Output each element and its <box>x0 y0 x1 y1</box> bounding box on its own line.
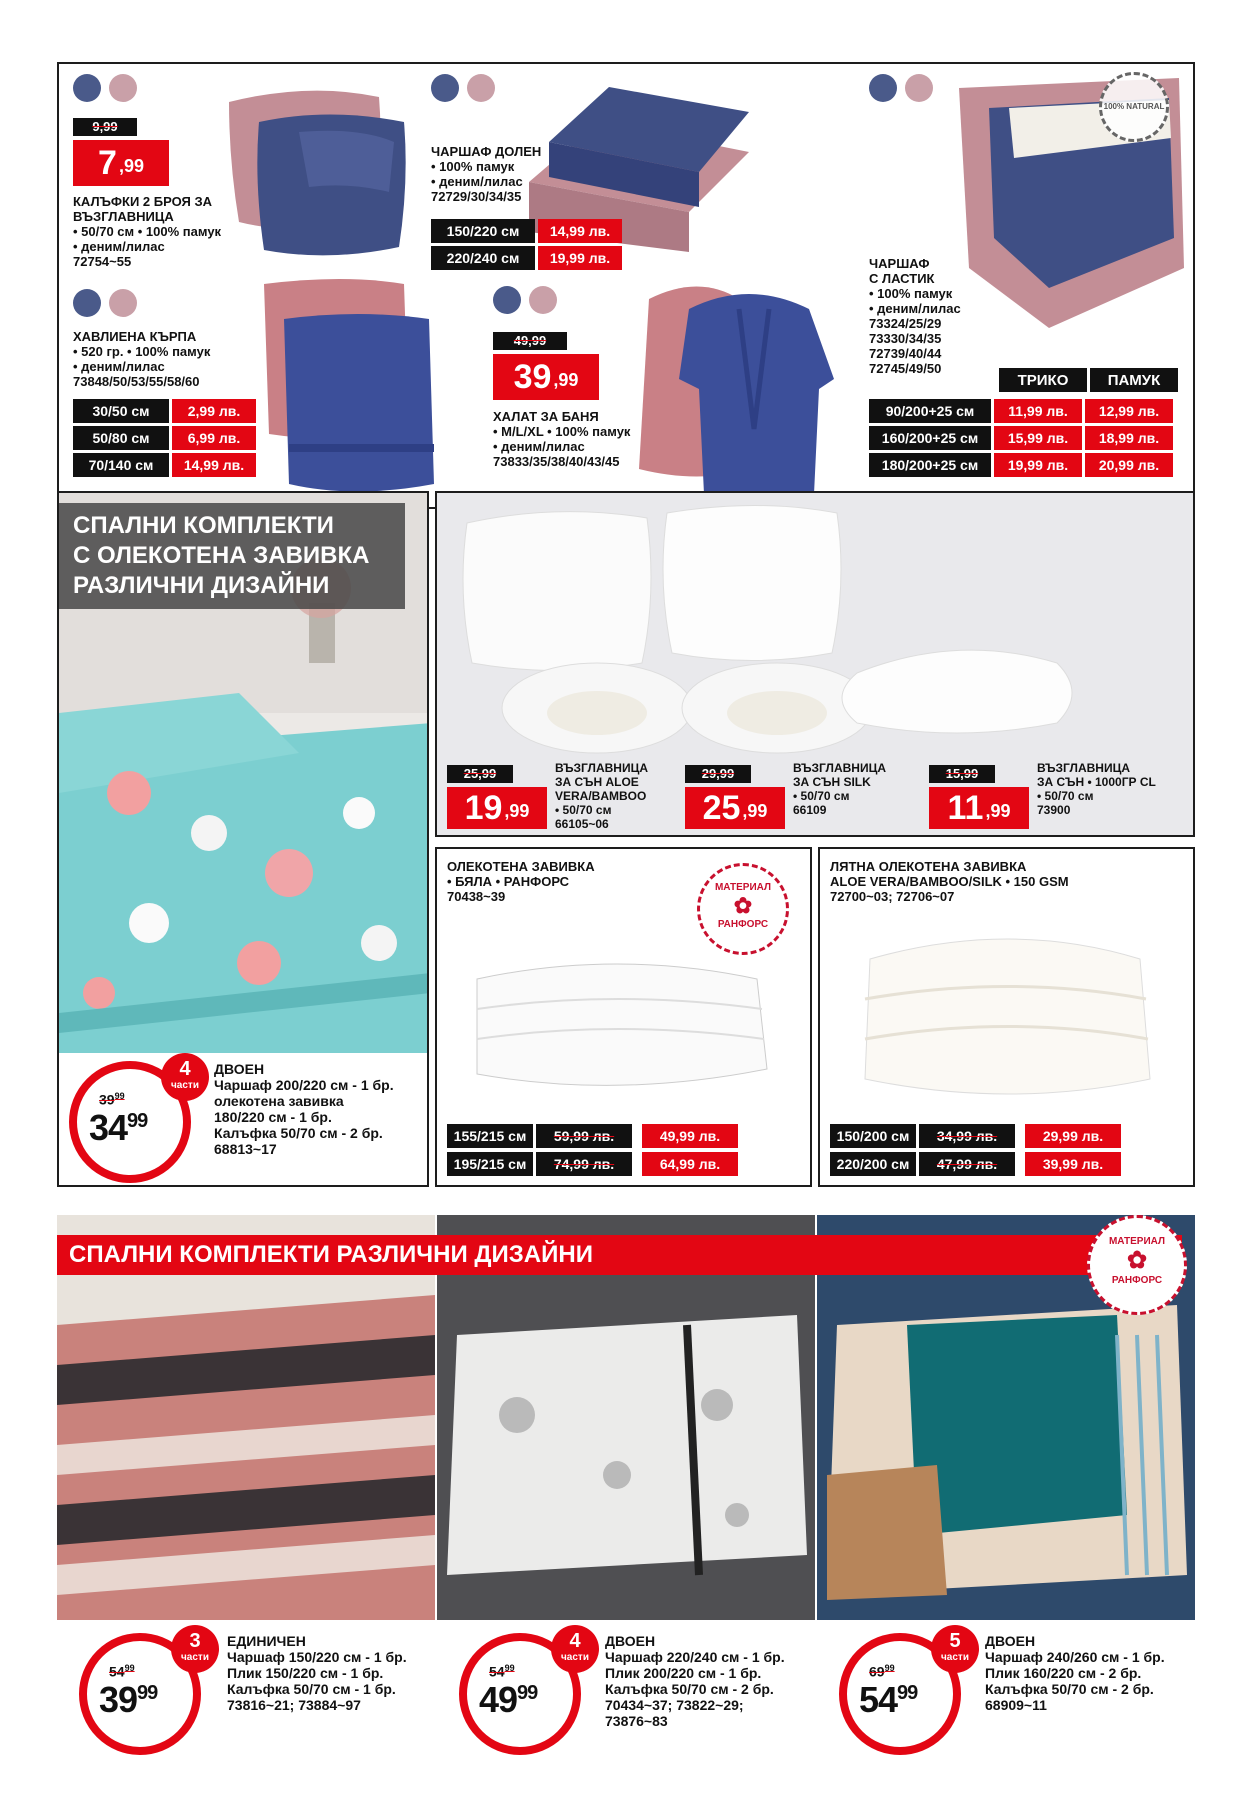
price-label: 6,99 лв. <box>172 426 256 450</box>
towel-price-row <box>73 426 256 450</box>
color-swatch-lilac[interactable] <box>109 74 137 102</box>
bedding-stripes-pink-image <box>57 1215 435 1620</box>
fitted-price-row <box>869 426 1173 450</box>
old-price: $54^{99}$ <box>109 1663 135 1680</box>
pillow-price <box>447 787 547 829</box>
price-cents: ,99 <box>985 801 1011 821</box>
pillow-description: ВЪЗГЛАВНИЦА ЗА СЪН ALOE VERA/BAMBOO • 50/70 см 66105~06 <box>555 761 648 831</box>
price-triko: 11,99 лв. <box>994 399 1082 423</box>
pillow-old-price: 25,99 <box>447 765 513 783</box>
price-pamuk: 18,99 лв. <box>1085 426 1173 450</box>
parts-badge <box>171 1625 219 1673</box>
sets-banner <box>57 1235 1182 1275</box>
old-price-label: 59,99 лв. <box>536 1124 632 1148</box>
light-sets-panel <box>57 491 429 1187</box>
new-price: $34^{99}$ <box>89 1107 148 1148</box>
pillow-old-price: 29,99 <box>685 765 751 783</box>
price-pamuk: 12,99 лв. <box>1085 399 1173 423</box>
ranfors-stamp <box>1087 1215 1187 1315</box>
title-line: РАЗЛИЧНИ ДИЗАЙНИ <box>73 572 330 599</box>
pillowcases-description: КАЛЪФКИ 2 БРОЯ ЗА ВЪЗГЛАВНИЦА • 50/70 см • 100% памук • деним/лилас 72754~55 <box>73 194 222 269</box>
price-cents: ,99 <box>118 156 144 176</box>
price-cents: ,99 <box>742 801 768 821</box>
quilt-price-row <box>830 1152 1121 1176</box>
quilt-ranfors-description: ОЛЕКОТЕНА ЗАВИВКА • БЯЛА • РАНФОРС 70438~39 <box>447 859 595 904</box>
towel-price-row <box>73 453 256 477</box>
price-main: 19 <box>464 789 503 827</box>
bedding-grey-floral-image <box>437 1215 815 1620</box>
quilt-summer-panel <box>818 847 1195 1187</box>
color-swatch-denim[interactable] <box>73 289 101 317</box>
quilt-ranfors-image <box>457 949 777 1099</box>
pillow-description: ВЪЗГЛАВНИЦА ЗА СЪН • 1000ГР CL • 50/70 см 73900 <box>1037 761 1156 817</box>
pillows-panel <box>435 491 1195 837</box>
color-swatch-denim[interactable] <box>869 74 897 102</box>
pillows-image <box>437 493 1195 763</box>
fitted-price-row <box>869 453 1173 477</box>
size-label: 70/140 см <box>73 453 169 477</box>
old-price-label: 34,99 лв. <box>919 1124 1015 1148</box>
size-label: 180/200+25 см <box>869 453 991 477</box>
stamp-top-text: МАТЕРИАЛ <box>1108 1236 1166 1247</box>
price-label: 49,99 лв. <box>642 1124 738 1148</box>
size-label: 160/200+25 см <box>869 426 991 450</box>
size-label: 30/50 см <box>73 399 169 423</box>
price-cents: ,99 <box>504 801 530 821</box>
title-line: С ОЛЕКОТЕНА ЗАВИВКА <box>73 542 370 569</box>
size-label: 195/215 см <box>447 1152 533 1176</box>
sets-banner-text: СПАЛНИ КОМПЛЕКТИ РАЗЛИЧНИ ДИЗАЙНИ <box>69 1241 593 1268</box>
parts-count: 4 <box>179 1058 191 1080</box>
set-description: ДВОЕН Чаршаф 220/240 см - 1 бр. Плик 200/220 см - 1 бр. Калъфка 50/70 см - 2 бр. 70434~37; 73822~29; 73876~83 <box>605 1633 785 1729</box>
stamp-bottom-text: РАНФОРС <box>717 919 769 930</box>
old-price: $69^{99}$ <box>869 1663 895 1680</box>
price-main: 39 <box>513 358 552 396</box>
pillow-price <box>929 787 1029 829</box>
pillow-description: ВЪЗГЛАВНИЦА ЗА СЪН SILK • 50/70 см 66109 <box>793 761 886 817</box>
price-label: 14,99 лв. <box>538 219 622 243</box>
old-price-label: 47,99 лв. <box>919 1152 1015 1176</box>
pillow-price <box>685 787 785 829</box>
new-price: $54^{99}$ <box>859 1679 918 1720</box>
parts-badge <box>161 1053 209 1101</box>
pillow-old-price: 15,99 <box>929 765 995 783</box>
robe-old-price: 49,99 <box>493 332 567 350</box>
price-main: 7 <box>98 144 117 182</box>
price-label: 64,99 лв. <box>642 1152 738 1176</box>
price-label: 29,99 лв. <box>1025 1124 1121 1148</box>
pillowcases-image <box>209 72 419 272</box>
pillowcases-old-price: 9,99 <box>73 118 137 136</box>
price-label: 19,99 лв. <box>538 246 622 270</box>
parts-count: 5 <box>949 1630 961 1652</box>
price-main: 25 <box>702 789 741 827</box>
size-label: 150/220 см <box>431 219 535 243</box>
color-swatch-denim[interactable] <box>493 286 521 314</box>
parts-label: части <box>941 1652 969 1663</box>
fitted-header-row <box>999 368 1178 392</box>
color-swatch-lilac[interactable] <box>109 289 137 317</box>
set-description: ЕДИНИЧЕН Чаршаф 150/220 см - 1 бр. Плик 150/220 см - 1 бр. Калъфка 50/70 см - 1 бр. 73816~21; 73884~97 <box>227 1633 407 1713</box>
towel-price-row <box>73 399 256 423</box>
ranfors-stamp <box>697 863 789 955</box>
price-triko: 19,99 лв. <box>994 453 1082 477</box>
quilt-price-row <box>830 1124 1121 1148</box>
set-description: ДВОЕН Чаршаф 240/260 см - 1 бр. Плик 160/220 см - 2 бр. Калъфка 50/70 см - 2 бр. 68909~11 <box>985 1633 1165 1713</box>
size-label: 90/200+25 см <box>869 399 991 423</box>
sheet-description: ЧАРШАФ ДОЛЕН • 100% памук • деним/лилас 72729/30/34/35 <box>431 144 542 204</box>
color-swatch-lilac[interactable] <box>467 74 495 102</box>
robe-price <box>493 354 599 400</box>
price-triko: 15,99 лв. <box>994 426 1082 450</box>
quilt-summer-description: ЛЯТНА ОЛЕКОТЕНА ЗАВИВКА ALOE VERA/BAMBOO/SILK • 150 GSM 72700~03; 72706~07 <box>830 859 1069 904</box>
color-swatch-lilac[interactable] <box>905 74 933 102</box>
sheet-price-row <box>431 219 622 243</box>
price-label: 14,99 лв. <box>172 453 256 477</box>
light-sets-description: ДВОЕН Чаршаф 200/220 см - 1 бр. олекотена завивка 180/220 см - 1 бр. Калъфка 50/70 см - 2 бр. 68813~17 <box>214 1061 394 1157</box>
col-header-triko: ТРИКО <box>999 368 1087 392</box>
size-label: 150/200 см <box>830 1124 916 1148</box>
price-main: 11 <box>947 789 984 827</box>
parts-count: 3 <box>189 1630 201 1652</box>
robe-description: ХАЛАТ ЗА БАНЯ • M/L/XL • 100% памук • деним/лилас 73833/35/38/40/43/45 <box>493 409 631 469</box>
fitted-sheet-description: ЧАРШАФ С ЛАСТИК • 100% памук • деним/лилас 73324/25/29 73330/34/35 72739/40/44 72745/49/50 <box>869 256 961 376</box>
towel-image <box>244 264 444 504</box>
robe-image <box>619 269 849 509</box>
quilt-summer-image <box>840 919 1170 1109</box>
size-label: 155/215 см <box>447 1124 533 1148</box>
quilt-price-row <box>447 1124 738 1148</box>
parts-label: части <box>561 1652 589 1663</box>
stamp-top-text: МАТЕРИАЛ <box>714 882 772 893</box>
old-price: $54^{99}$ <box>489 1663 515 1680</box>
top-section <box>57 62 1195 509</box>
quilt-price-row <box>447 1152 738 1176</box>
price-cents: ,99 <box>553 370 579 390</box>
light-sets-title <box>59 503 405 609</box>
col-header-pamuk: ПАМУК <box>1090 368 1178 392</box>
parts-label: части <box>171 1080 199 1091</box>
color-swatch-denim[interactable] <box>73 74 101 102</box>
size-label: 50/80 см <box>73 426 169 450</box>
color-swatch-lilac[interactable] <box>529 286 557 314</box>
color-swatch-denim[interactable] <box>431 74 459 102</box>
fitted-price-row <box>869 399 1173 423</box>
size-label: 220/240 см <box>431 246 535 270</box>
stamp-bottom-text: РАНФОРС <box>1111 1275 1163 1286</box>
natural-stamp-text: 100% NATURAL <box>1103 102 1165 111</box>
sheet-price-row <box>431 246 622 270</box>
price-label: 2,99 лв. <box>172 399 256 423</box>
towel-description: ХАВЛИЕНА КЪРПА • 520 гр. • 100% памук • деним/лилас 73848/50/53/55/58/60 <box>73 329 211 389</box>
new-price: $49^{99}$ <box>479 1679 538 1720</box>
parts-badge <box>931 1625 979 1673</box>
cotton-icon: ✿ <box>1126 1247 1148 1274</box>
bedding-sets-section <box>57 1215 1195 1761</box>
old-price: $39^{99}$ <box>99 1091 125 1108</box>
size-label: 220/200 см <box>830 1152 916 1176</box>
title-line: СПАЛНИ КОМПЛЕКТИ <box>73 512 334 539</box>
quilt-ranfors-panel <box>435 847 812 1187</box>
pillowcases-price <box>73 140 169 186</box>
parts-badge <box>551 1625 599 1673</box>
parts-count: 4 <box>569 1630 581 1652</box>
price-label: 39,99 лв. <box>1025 1152 1121 1176</box>
natural-stamp <box>1099 72 1169 142</box>
parts-label: части <box>181 1652 209 1663</box>
cotton-icon: ✿ <box>733 893 753 918</box>
price-pamuk: 20,99 лв. <box>1085 453 1173 477</box>
new-price: $39^{99}$ <box>99 1679 158 1720</box>
old-price-label: 74,99 лв. <box>536 1152 632 1176</box>
